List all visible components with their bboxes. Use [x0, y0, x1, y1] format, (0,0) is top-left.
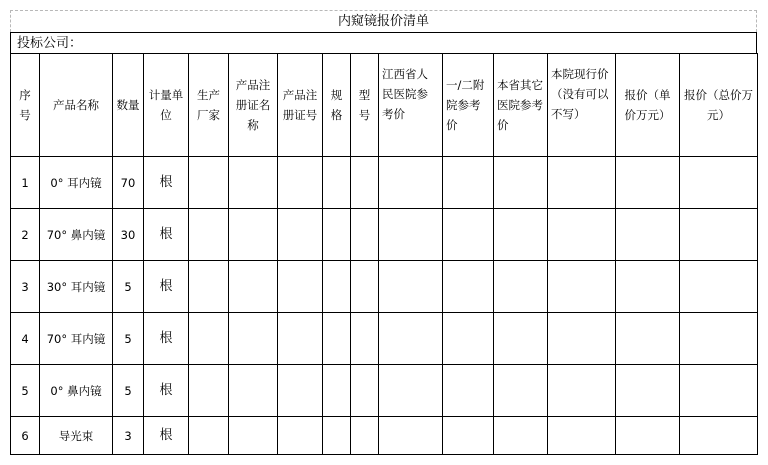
empty-cell — [323, 365, 351, 417]
empty-cell — [494, 157, 548, 209]
empty-cell — [229, 157, 278, 209]
empty-cell — [548, 157, 616, 209]
empty-cell — [616, 157, 680, 209]
row-quantity: 5 — [113, 261, 144, 313]
quote-table — [10, 53, 758, 455]
header-product-name: 产品名称 — [40, 54, 113, 157]
row-unit: 根 — [144, 313, 189, 365]
sheet-title: 内窥镜报价清单 — [10, 10, 757, 32]
row-product-name: 70° 鼻内镜 — [40, 209, 113, 261]
header-manufacturer: 生产厂家 — [189, 54, 229, 157]
bidder-company-label: 投标公司： — [10, 32, 757, 53]
empty-cell — [351, 209, 379, 261]
empty-cell — [229, 209, 278, 261]
header-province-ref-price: 本省其它医院参考价 — [494, 54, 548, 157]
header-quantity: 数量 — [113, 54, 144, 157]
empty-cell — [548, 313, 616, 365]
header-registration-name: 产品注册证名称 — [229, 54, 278, 157]
row-no: 6 — [11, 417, 40, 455]
empty-cell — [443, 313, 494, 365]
empty-cell — [548, 209, 616, 261]
empty-cell — [351, 157, 379, 209]
header-row — [11, 54, 758, 157]
header-spec: 规格 — [323, 54, 351, 157]
empty-cell — [680, 365, 758, 417]
empty-cell — [379, 365, 443, 417]
table-row — [11, 417, 758, 455]
row-unit: 根 — [144, 209, 189, 261]
empty-cell — [443, 261, 494, 313]
header-registration-no: 产品注册证号 — [278, 54, 323, 157]
empty-cell — [494, 209, 548, 261]
row-no: 2 — [11, 209, 40, 261]
empty-cell — [616, 365, 680, 417]
row-quantity: 3 — [113, 417, 144, 455]
empty-cell — [379, 157, 443, 209]
empty-cell — [443, 417, 494, 455]
row-quantity: 5 — [113, 365, 144, 417]
empty-cell — [278, 313, 323, 365]
table-row — [11, 365, 758, 417]
empty-cell — [680, 261, 758, 313]
empty-cell — [616, 209, 680, 261]
row-no: 1 — [11, 157, 40, 209]
empty-cell — [229, 417, 278, 455]
empty-cell — [680, 417, 758, 455]
empty-cell — [548, 365, 616, 417]
empty-cell — [548, 417, 616, 455]
empty-cell — [278, 209, 323, 261]
header-no: 序号 — [11, 54, 40, 157]
quote-sheet — [10, 10, 757, 455]
row-unit: 根 — [144, 261, 189, 313]
empty-cell — [680, 313, 758, 365]
row-product-name: 70° 耳内镜 — [40, 313, 113, 365]
table-row — [11, 313, 758, 365]
empty-cell — [379, 417, 443, 455]
empty-cell — [443, 365, 494, 417]
empty-cell — [323, 261, 351, 313]
table-row — [11, 261, 758, 313]
empty-cell — [351, 417, 379, 455]
row-quantity: 30 — [113, 209, 144, 261]
empty-cell — [278, 417, 323, 455]
table-row — [11, 157, 758, 209]
empty-cell — [616, 261, 680, 313]
empty-cell — [680, 157, 758, 209]
row-product-name: 0° 鼻内镜 — [40, 365, 113, 417]
empty-cell — [278, 157, 323, 209]
empty-cell — [229, 365, 278, 417]
empty-cell — [379, 209, 443, 261]
empty-cell — [189, 417, 229, 455]
header-current-price: 本院现行价（没有可以不写） — [548, 54, 616, 157]
header-jiangxi-ref-price: 江西省人民医院参考价 — [379, 54, 443, 157]
empty-cell — [548, 261, 616, 313]
empty-cell — [323, 313, 351, 365]
empty-cell — [379, 261, 443, 313]
empty-cell — [229, 261, 278, 313]
row-unit: 根 — [144, 365, 189, 417]
row-product-name: 导光束 — [40, 417, 113, 455]
header-unit: 计量单位 — [144, 54, 189, 157]
row-unit: 根 — [144, 417, 189, 455]
header-total-quote: 报价（总价万元） — [680, 54, 758, 157]
row-unit: 根 — [144, 157, 189, 209]
empty-cell — [680, 209, 758, 261]
empty-cell — [616, 313, 680, 365]
empty-cell — [189, 261, 229, 313]
row-quantity: 5 — [113, 313, 144, 365]
row-no: 3 — [11, 261, 40, 313]
empty-cell — [189, 365, 229, 417]
empty-cell — [189, 157, 229, 209]
empty-cell — [229, 313, 278, 365]
empty-cell — [443, 209, 494, 261]
header-unit-quote: 报价（单价万元） — [616, 54, 680, 157]
empty-cell — [278, 365, 323, 417]
empty-cell — [189, 209, 229, 261]
empty-cell — [616, 417, 680, 455]
header-affiliated-ref-price: 一/二附院参考价 — [443, 54, 494, 157]
empty-cell — [494, 313, 548, 365]
empty-cell — [443, 157, 494, 209]
row-no: 4 — [11, 313, 40, 365]
empty-cell — [379, 313, 443, 365]
empty-cell — [323, 209, 351, 261]
empty-cell — [189, 313, 229, 365]
empty-cell — [278, 261, 323, 313]
empty-cell — [494, 365, 548, 417]
header-model: 型号 — [351, 54, 379, 157]
empty-cell — [323, 417, 351, 455]
empty-cell — [494, 417, 548, 455]
empty-cell — [351, 365, 379, 417]
row-product-name: 30° 耳内镜 — [40, 261, 113, 313]
row-quantity: 70 — [113, 157, 144, 209]
empty-cell — [323, 157, 351, 209]
row-product-name: 0° 耳内镜 — [40, 157, 113, 209]
table-row — [11, 209, 758, 261]
empty-cell — [494, 261, 548, 313]
empty-cell — [351, 313, 379, 365]
empty-cell — [351, 261, 379, 313]
row-no: 5 — [11, 365, 40, 417]
